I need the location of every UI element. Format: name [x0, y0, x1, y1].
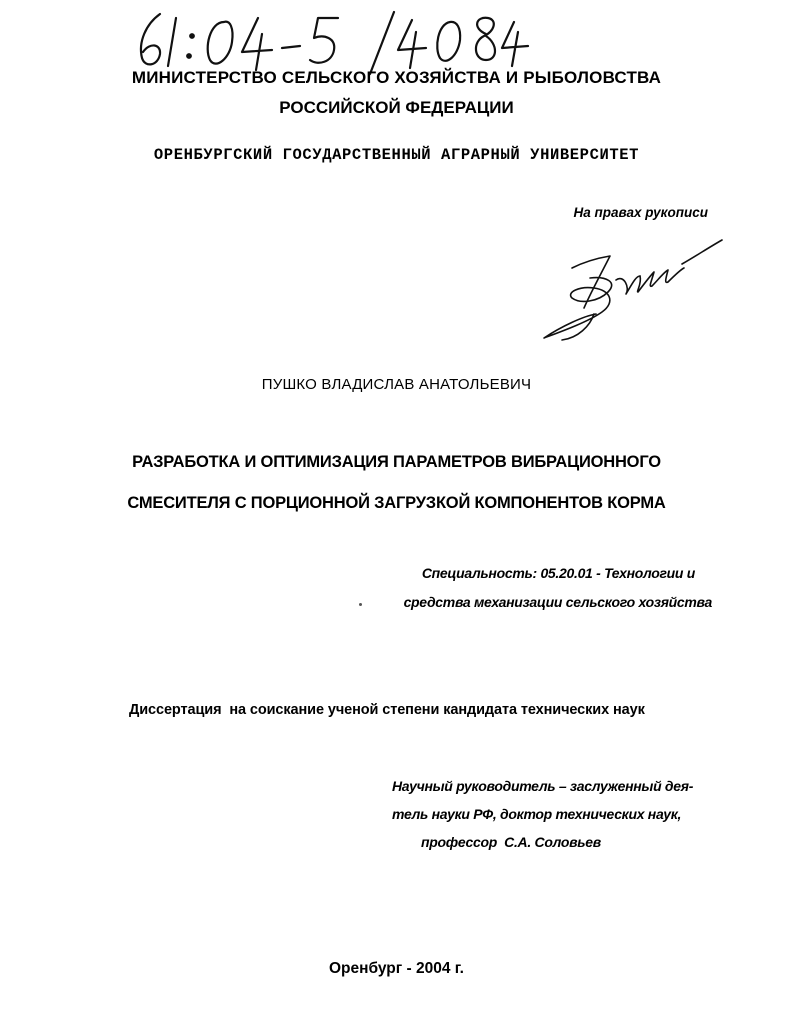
ministry-name-line-1: МИНИСТЕРСТВО СЕЛЬСКОГО ХОЗЯЙСТВА И РЫБОЛОВСТВА [131, 68, 662, 87]
ministry-name-line-2: РОССИЙСКОЙ ФЕДЕРАЦИИ [279, 98, 514, 117]
scientific-advisor-line-1: Научный руководитель – заслуженный дея- [392, 778, 694, 794]
dissertation-title-line-2: СМЕСИТЕЛЯ С ПОРЦИОННОЙ ЗАГРУЗКОЙ КОМПОНЕНТОВ КОРМА [127, 494, 666, 512]
handwritten-archive-code [132, 8, 542, 76]
scientific-advisor-line-3: профессор С.А. Соловьев [421, 834, 601, 850]
manuscript-rights-note: На правах рукописи [573, 205, 708, 220]
specialty-line-2: средства механизации сельского хозяйства [403, 594, 712, 610]
author-signature [532, 228, 732, 348]
author-name: ПУШКО ВЛАДИСЛАВ АНАТОЛЬЕВИЧ [261, 376, 532, 393]
university-name: ОРЕНБУРГСКИЙ ГОСУДАРСТВЕННЫЙ АГРАРНЫЙ УНИВЕРСИТЕТ [153, 146, 640, 164]
dissertation-title-line-1: РАЗРАБОТКА И ОПТИМИЗАЦИЯ ПАРАМЕТРОВ ВИБРАЦИОННОГО [132, 453, 661, 471]
specialty-line-1: Специальность: 05.20.01 - Технологии и [421, 565, 695, 581]
scientific-advisor-line-2: тель науки РФ, доктор технических наук, [392, 806, 682, 822]
city-and-year: Оренбург - 2004 г. [329, 960, 464, 977]
dissertation-degree-statement: Диссертация на соискание ученой степени кандидата технических наук [129, 702, 645, 718]
